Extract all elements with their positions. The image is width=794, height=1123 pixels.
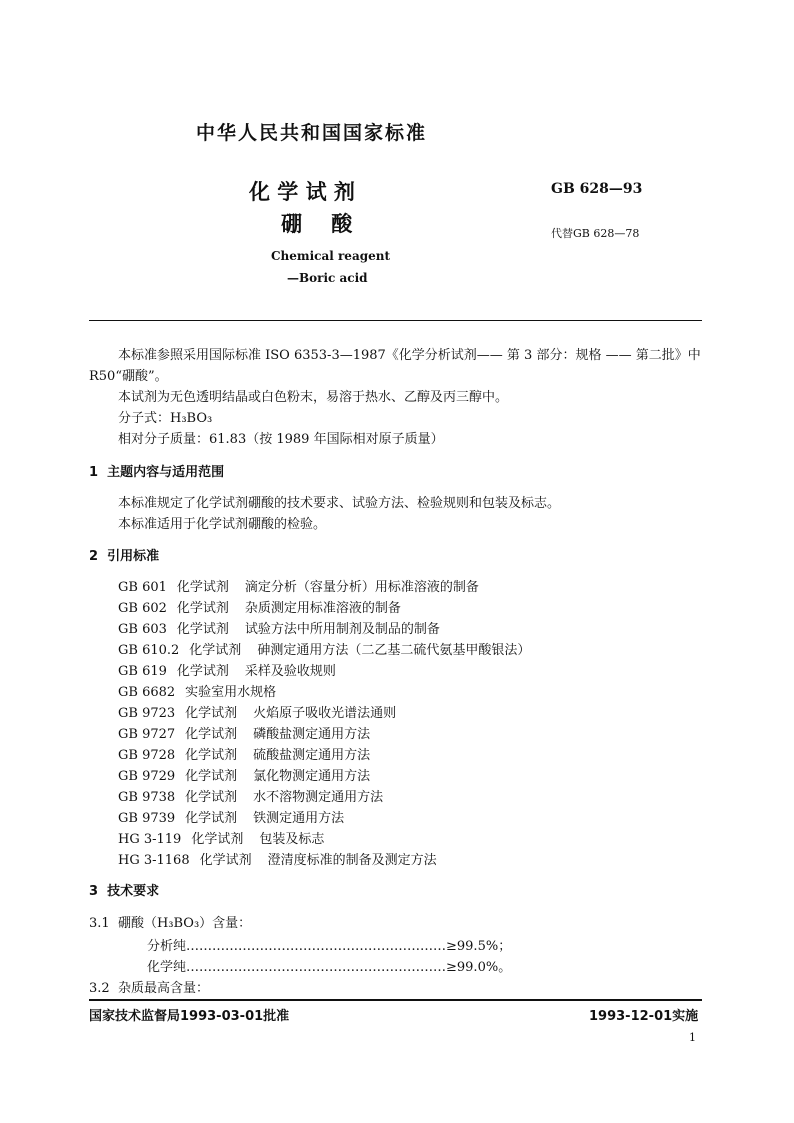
reference-item xyxy=(118,744,370,763)
intro-paragraph-line1: 本标准参照采用国际标准 ISO 6353-3—1987《化学分析试剂—— 第 3 部分：规格 —— 第二批》中 xyxy=(118,348,701,363)
intro-paragraph-line2: R50“硼酸”。 xyxy=(89,369,168,384)
country-standard-title: 中华人民共和国国家标准 xyxy=(196,122,428,144)
standard-code: GB 628—93 xyxy=(551,181,643,197)
reference-item xyxy=(118,618,440,637)
reference-item xyxy=(118,828,324,847)
english-title-line2: —Boric acid xyxy=(287,271,368,285)
reference-category: 化学试剂 xyxy=(185,811,238,826)
section1-heading: 1 主题内容与适用范围 xyxy=(89,465,225,480)
english-title-line1: Chemical reagent xyxy=(271,249,391,263)
reference-category: 化学试剂 xyxy=(185,790,238,805)
molecular-formula: 分子式：H₃BO₃ xyxy=(118,411,213,426)
reference-item xyxy=(118,660,336,679)
reference-category: 化学试剂 xyxy=(176,580,229,595)
item-3-1: 3.1 硼酸（H₃BO₃）含量： xyxy=(89,916,252,931)
reference-item xyxy=(118,849,437,868)
reference-item xyxy=(118,702,396,721)
reference-item xyxy=(118,639,530,658)
reference-code: GB 9723 xyxy=(118,706,176,721)
reference-code: HG 3-1168 xyxy=(118,853,190,868)
reference-title: 采样及验收规则 xyxy=(244,664,336,679)
reference-code: GB 9739 xyxy=(118,811,176,826)
section1-paragraph1: 本标准规定了化学试剂硼酸的技术要求、试验方法、检验规则和包装及标志。 xyxy=(118,496,561,511)
reference-code: GB 9729 xyxy=(118,769,176,784)
section1-paragraph2: 本标准适用于化学试剂硼酸的检验。 xyxy=(118,517,327,532)
reference-title: 硫酸盐测定通用方法 xyxy=(253,748,371,763)
reference-code: GB 610.2 xyxy=(118,643,180,658)
reference-title: 氯化物测定通用方法 xyxy=(253,769,371,784)
reference-category: 化学试剂 xyxy=(176,622,229,637)
reference-code: GB 603 xyxy=(118,622,167,637)
reference-category: 化学试剂 xyxy=(176,664,229,679)
reference-title: 包装及标志 xyxy=(259,832,325,847)
section2-heading: 2 引用标准 xyxy=(89,549,160,564)
reference-item xyxy=(118,681,276,700)
reference-category: 化学试剂 xyxy=(185,748,238,763)
reference-item xyxy=(118,576,479,595)
reference-item xyxy=(118,807,344,826)
reference-title: 试验方法中所用制剂及制品的制备 xyxy=(244,622,440,637)
header-divider xyxy=(89,320,702,321)
footer-divider xyxy=(89,999,702,1001)
reference-code: GB 9738 xyxy=(118,790,176,805)
issued-by: 国家技术监督局1993-03-01批准 xyxy=(89,1009,290,1024)
reference-category: 化学试剂 xyxy=(189,643,242,658)
grade-analytical: 分析纯……………………………………………………≥99.5%； xyxy=(147,939,512,954)
reference-category: 化学试剂 xyxy=(185,706,238,721)
reference-title: 实验室用水规格 xyxy=(185,685,277,700)
section3-heading: 3 技术要求 xyxy=(89,884,160,899)
reference-item xyxy=(118,786,383,805)
reference-code: GB 6682 xyxy=(118,685,176,700)
molar-mass: 相对分子质量：61.83（按 1989 年国际相对原子质量） xyxy=(118,432,444,447)
reference-category: 化学试剂 xyxy=(191,832,244,847)
reference-item xyxy=(118,723,370,742)
reference-code: GB 601 xyxy=(118,580,167,595)
reference-code: GB 9728 xyxy=(118,748,176,763)
reference-title: 铁测定通用方法 xyxy=(253,811,345,826)
item-3-2: 3.2 杂质最高含量： xyxy=(89,981,209,996)
reference-category: 化学试剂 xyxy=(199,853,252,868)
effective-date: 1993-12-01实施 xyxy=(589,1009,699,1024)
reference-item xyxy=(118,597,401,616)
reference-title: 滴定分析（容量分析）用标准溶液的制备 xyxy=(244,580,479,595)
reference-code: GB 619 xyxy=(118,664,167,679)
reference-title: 磷酸盐测定通用方法 xyxy=(253,727,371,742)
reference-title: 澄清度标准的制备及测定方法 xyxy=(267,853,437,868)
reference-category: 化学试剂 xyxy=(185,727,238,742)
replaces-standard: 代替GB 628—78 xyxy=(551,227,640,240)
reference-title: 杂质测定用标准溶液的制备 xyxy=(244,601,401,616)
reference-category: 化学试剂 xyxy=(176,601,229,616)
reference-category: 化学试剂 xyxy=(185,769,238,784)
reference-code: HG 3-119 xyxy=(118,832,182,847)
page-number: 1 xyxy=(689,1031,696,1044)
reference-title: 砷测定通用方法（二乙基二硫代氨基甲酸银法） xyxy=(257,643,531,658)
reference-item xyxy=(118,765,370,784)
reference-code: GB 9727 xyxy=(118,727,176,742)
grade-chemical: 化学纯……………………………………………………≥99.0%。 xyxy=(147,960,512,975)
reference-code: GB 602 xyxy=(118,601,167,616)
document-title-line2: 硼 酸 xyxy=(281,212,353,236)
reference-title: 火焰原子吸收光谱法通则 xyxy=(253,706,397,721)
document-title-line1: 化 学 试 剂 xyxy=(249,180,355,204)
intro-description: 本试剂为无色透明结晶或白色粉末，易溶于热水、乙醇及丙三醇中。 xyxy=(118,390,509,405)
reference-title: 水不溶物测定通用方法 xyxy=(253,790,384,805)
